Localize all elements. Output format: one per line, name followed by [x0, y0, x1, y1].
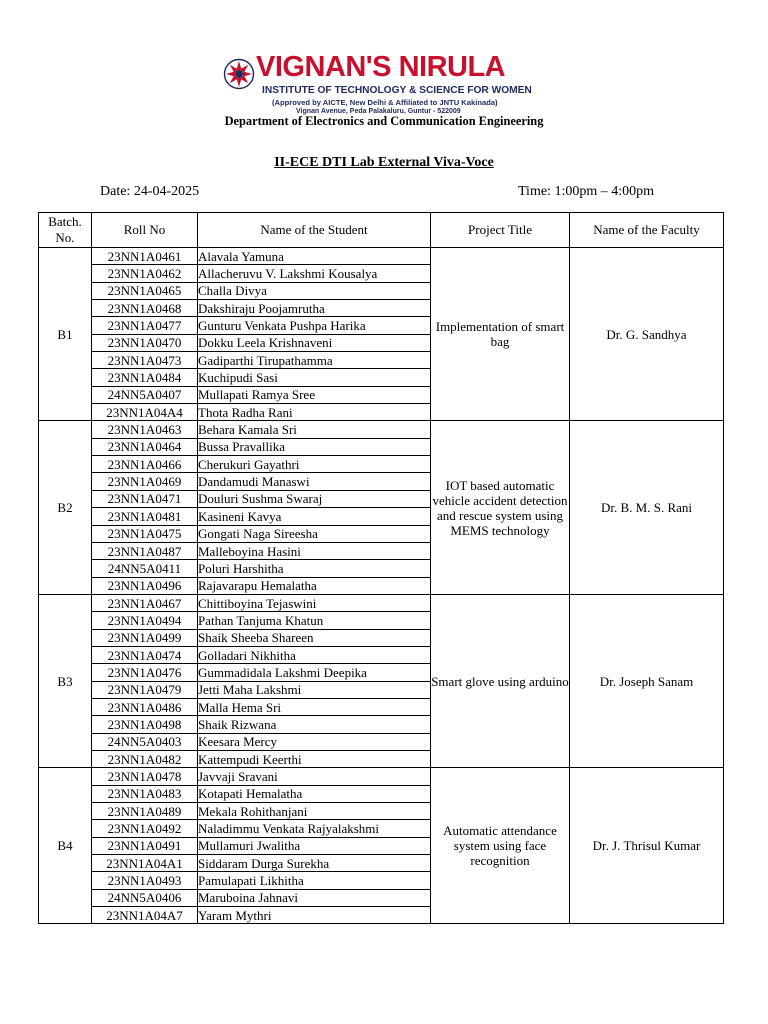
document-header — [0, 51, 768, 132]
table-header-row — [39, 213, 724, 248]
faculty-name: Dr. G. Sandhya — [570, 248, 724, 421]
student-name: Siddaram Durga Surekha — [198, 855, 431, 872]
faculty-name: Dr. B. M. S. Rani — [570, 421, 724, 594]
project-title: Implementation of smart bag — [431, 248, 570, 421]
roll-number: 24NN5A0403 — [92, 733, 198, 750]
roll-number: 24NN5A0406 — [92, 889, 198, 906]
document-title: II-ECE DTI Lab External Viva-Voce — [274, 155, 494, 170]
student-name: Shaik Sheeba Shareen — [198, 629, 431, 646]
student-name: Behara Kamala Sri — [198, 421, 431, 438]
student-name: Douluri Sushma Swaraj — [198, 490, 431, 507]
roll-number: 23NN1A0464 — [92, 438, 198, 455]
student-name: Mullapati Ramya Sree — [198, 386, 431, 403]
roll-number: 23NN1A0484 — [92, 369, 198, 386]
student-name: Poluri Harshitha — [198, 560, 431, 577]
header-name: Name of the Student — [198, 213, 431, 248]
project-title: Automatic attendance system using face recognition — [431, 768, 570, 924]
exam-date: Date: 24-04-2025 — [100, 184, 200, 199]
roll-number: 23NN1A0491 — [92, 837, 198, 854]
roll-number: 23NN1A0470 — [92, 334, 198, 351]
student-name: Pamulapati Likhitha — [198, 872, 431, 889]
student-name: Chittiboyina Tejaswini — [198, 594, 431, 611]
student-name: Javvaji Sravani — [198, 768, 431, 785]
roll-number: 23NN1A04A7 — [92, 907, 198, 924]
roll-number: 23NN1A0471 — [92, 490, 198, 507]
student-name: Cherukuri Gayathri — [198, 456, 431, 473]
student-name: Alavala Yamuna — [198, 248, 431, 265]
roll-number: 23NN1A0468 — [92, 300, 198, 317]
roll-number: 23NN1A04A4 — [92, 404, 198, 421]
roll-number: 23NN1A0462 — [92, 265, 198, 282]
student-name: Malleboyina Hasini — [198, 542, 431, 559]
table-row — [39, 768, 724, 785]
student-name: Pathan Tanjuma Khatun — [198, 612, 431, 629]
header-batch: Batch. No. — [39, 213, 92, 248]
roll-number: 24NN5A0407 — [92, 386, 198, 403]
roll-number: 23NN1A0473 — [92, 352, 198, 369]
student-name: Keesara Mercy — [198, 733, 431, 750]
roll-number: 23NN1A0478 — [92, 768, 198, 785]
student-name: Gongati Naga Sireesha — [198, 525, 431, 542]
project-title: IOT based automatic vehicle accident detection and rescue system using MEMS technology — [431, 421, 570, 594]
table-row — [39, 594, 724, 611]
roll-number: 23NN1A0489 — [92, 803, 198, 820]
college-address: Vignan Avenue, Peda Palakaluru, Guntur - 522009 — [296, 108, 461, 115]
table-row — [39, 421, 724, 438]
roll-number: 23NN1A0461 — [92, 248, 198, 265]
roll-number: 24NN5A0411 — [92, 560, 198, 577]
roll-number: 23NN1A0474 — [92, 646, 198, 663]
student-name: Allacheruvu V. Lakshmi Kousalya — [198, 265, 431, 282]
roll-number: 23NN1A0469 — [92, 473, 198, 490]
roll-number: 23NN1A0476 — [92, 664, 198, 681]
department-name: Department of Electronics and Communication Engineering — [224, 114, 544, 128]
roll-number: 23NN1A0492 — [92, 820, 198, 837]
exam-time: Time: 1:00pm – 4:00pm — [518, 184, 655, 199]
student-name: Dokku Leela Krishnaveni — [198, 334, 431, 351]
student-name: Golladari Nikhitha — [198, 646, 431, 663]
batch-number: B3 — [39, 594, 92, 767]
roll-number: 23NN1A0496 — [92, 577, 198, 594]
roll-number: 23NN1A0483 — [92, 785, 198, 802]
student-name: Naladimmu Venkata Rajyalakshmi — [198, 820, 431, 837]
student-name: Kuchipudi Sasi — [198, 369, 431, 386]
batch-number: B2 — [39, 421, 92, 594]
roll-number: 23NN1A0475 — [92, 525, 198, 542]
emblem-icon — [222, 57, 256, 91]
project-title: Smart glove using arduino — [431, 594, 570, 767]
header-faculty: Name of the Faculty — [570, 213, 724, 248]
student-name: Mekala Rohithanjani — [198, 803, 431, 820]
roll-number: 23NN1A0487 — [92, 542, 198, 559]
faculty-name: Dr. Joseph Sanam — [570, 594, 724, 767]
student-name: Dandamudi Manaswi — [198, 473, 431, 490]
roll-number: 23NN1A0498 — [92, 716, 198, 733]
student-name: Jetti Maha Lakshmi — [198, 681, 431, 698]
roll-number: 23NN1A0481 — [92, 508, 198, 525]
viva-schedule-table — [38, 212, 724, 924]
table-row — [39, 248, 724, 265]
student-name: Kasineni Kavya — [198, 508, 431, 525]
college-name: VIGNAN'S NIRULA — [256, 51, 506, 83]
roll-number: 23NN1A0499 — [92, 629, 198, 646]
header-project: Project Title — [431, 213, 570, 248]
student-name: Yaram Mythri — [198, 907, 431, 924]
faculty-name: Dr. J. Thrisul Kumar — [570, 768, 724, 924]
batch-number: B4 — [39, 768, 92, 924]
student-name: Gunturu Venkata Pushpa Harika — [198, 317, 431, 334]
student-name: Gadiparthi Tirupathamma — [198, 352, 431, 369]
batch-number: B1 — [39, 248, 92, 421]
roll-number: 23NN1A0467 — [92, 594, 198, 611]
college-subtitle: INSTITUTE OF TECHNOLOGY & SCIENCE FOR WOMEN — [262, 85, 532, 96]
roll-number: 23NN1A0482 — [92, 750, 198, 767]
student-name: Bussa Pravallika — [198, 438, 431, 455]
roll-number: 23NN1A0477 — [92, 317, 198, 334]
college-approval: (Approved by AICTE, New Delhi & Affiliated to JNTU Kakinada) — [272, 98, 498, 107]
roll-number: 23NN1A04A1 — [92, 855, 198, 872]
student-name: Malla Hema Sri — [198, 698, 431, 715]
header-roll: Roll No — [92, 213, 198, 248]
roll-number: 23NN1A0466 — [92, 456, 198, 473]
roll-number: 23NN1A0493 — [92, 872, 198, 889]
student-name: Thota Radha Rani — [198, 404, 431, 421]
roll-number: 23NN1A0479 — [92, 681, 198, 698]
student-name: Maruboina Jahnavi — [198, 889, 431, 906]
table-body — [39, 248, 724, 924]
student-name: Dakshiraju Poojamrutha — [198, 300, 431, 317]
student-name: Gummadidala Lakshmi Deepika — [198, 664, 431, 681]
student-name: Kotapati Hemalatha — [198, 785, 431, 802]
student-name: Challa Divya — [198, 282, 431, 299]
student-name: Kattempudi Keerthi — [198, 750, 431, 767]
roll-number: 23NN1A0463 — [92, 421, 198, 438]
roll-number: 23NN1A0486 — [92, 698, 198, 715]
roll-number: 23NN1A0494 — [92, 612, 198, 629]
student-name: Shaik Rizwana — [198, 716, 431, 733]
student-name: Rajavarapu Hemalatha — [198, 577, 431, 594]
student-name: Mullamuri Jwalitha — [198, 837, 431, 854]
roll-number: 23NN1A0465 — [92, 282, 198, 299]
